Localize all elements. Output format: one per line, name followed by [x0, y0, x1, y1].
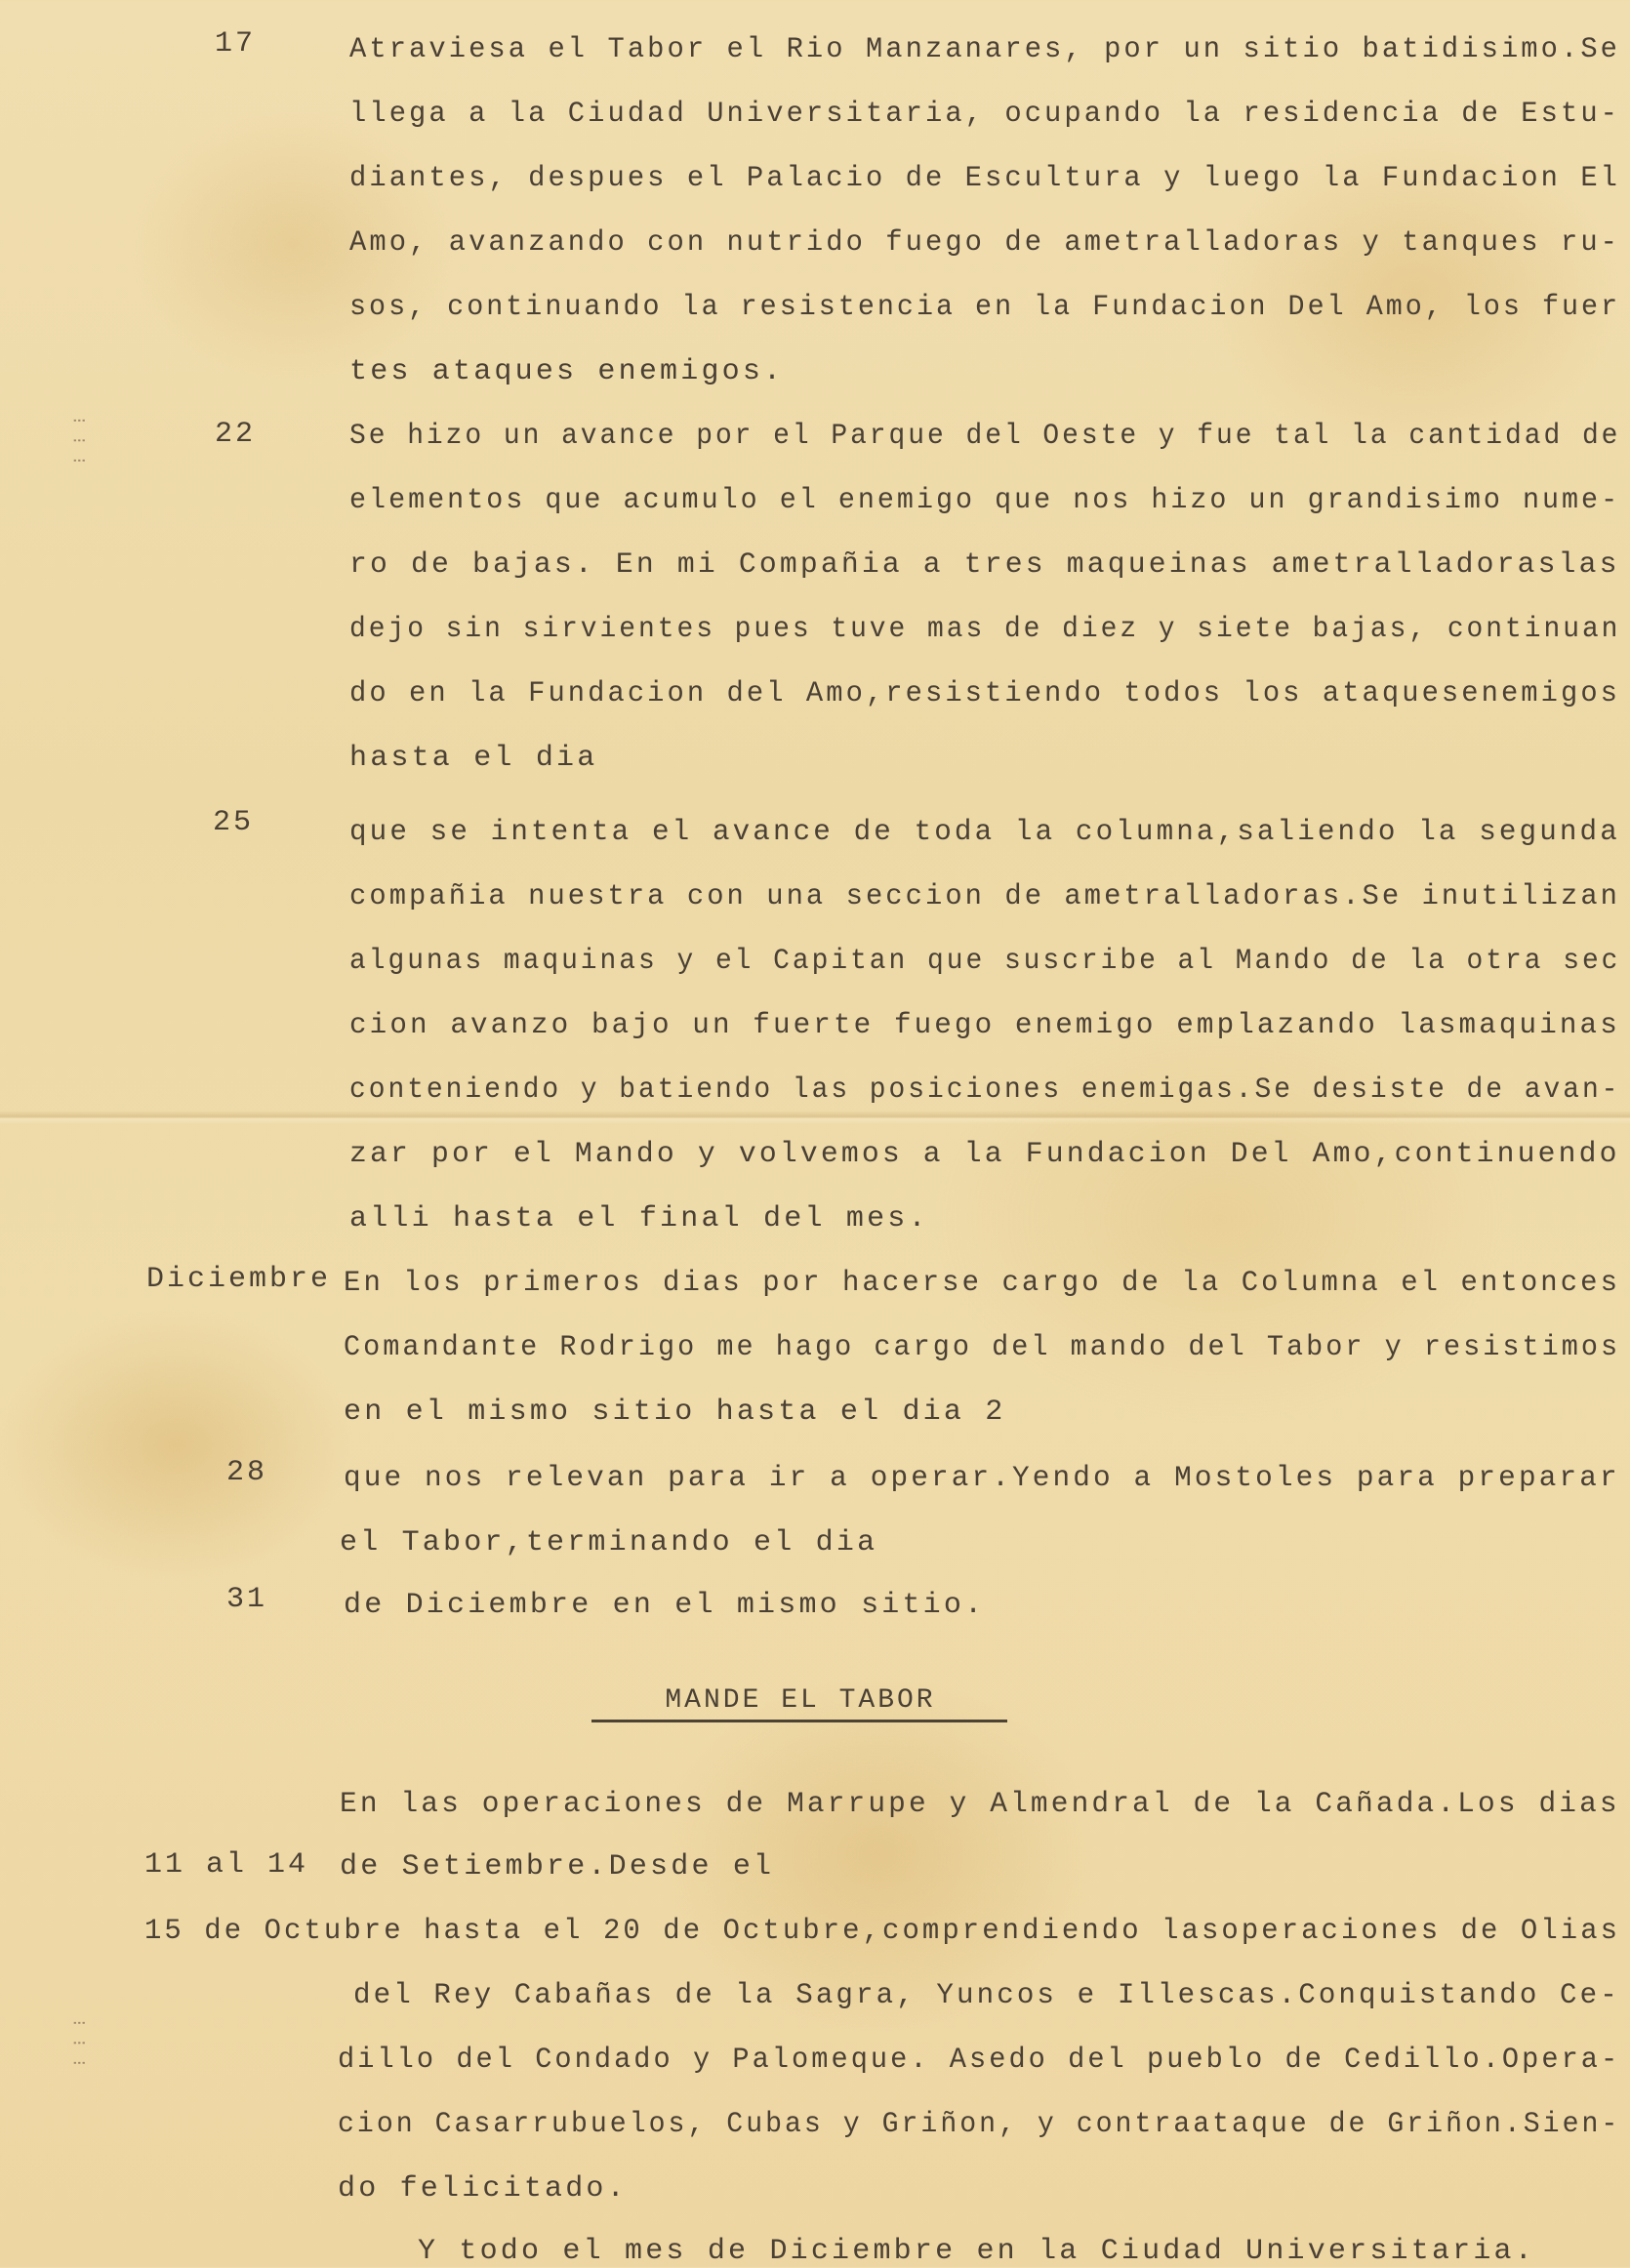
entry-line: tes ataques enemigos. — [349, 355, 785, 388]
entry-line: cion avanzo bajo un fuerte fuego enemigo emplazando lasmaquinas — [349, 1009, 1620, 1042]
margin-ink-mark: ⁝ ⁝ ⁝ — [67, 418, 87, 466]
heading-underline — [591, 1720, 1007, 1722]
entry-line: conteniendo y batiendo las posiciones enemigas.Se desiste de avan- — [349, 1073, 1621, 1107]
entry-line: elementos que acumulo el enemigo que nos hizo un grandisimo nume- — [349, 484, 1621, 517]
entry-line: hasta el dia — [349, 742, 598, 775]
entry-line: sos, continuando la resistencia en la Fundacion Del Amo, los fuer — [349, 291, 1621, 324]
entry-line: Se hizo un avance por el Parque del Oeste y fue tal la cantidad de — [349, 420, 1621, 453]
entry-line: que se intenta el avance de toda la columna,saliendo la segunda — [349, 816, 1620, 849]
entry-line: compañia nuestra con una seccion de ametralladoras.Se inutilizan — [349, 880, 1621, 913]
entry-line: do en la Fundacion del Amo,resistiendo todos los ataquesenemigos — [349, 677, 1621, 710]
summary-date: 11 al 14 — [144, 1848, 309, 1882]
entry-date: 17 — [215, 27, 257, 61]
summary-continuation: del Rey Cabañas de la Sagra, Yuncos e Illescas.Conquistando Ce- — [353, 1979, 1620, 2012]
entry-line: diantes, despues el Palacio de Esculturа y luego la Fundacion El — [349, 162, 1621, 195]
summary-line: 15 de Octubre hasta el 20 de Octubre,comprendiendo lasoperaciones de Olias — [144, 1915, 1621, 1948]
entry-line: en el mismo sitio hasta el dia 2 — [344, 1396, 1006, 1429]
entry-date: 28 — [226, 1456, 268, 1489]
entry-line: zar por el Mando y volvemos a la Fundacion Del Amo,continuendo — [349, 1138, 1620, 1171]
summary-intro: En las operaciones de Marrupe y Almendral de la Cañada.Los dias — [340, 1788, 1620, 1821]
entry-date: 22 — [215, 418, 257, 451]
summary-continuation: cion Casarrubuelos, Cubas y Griñon, y contraataque de Griñon.Sien- — [338, 2108, 1621, 2141]
entry-date: Diciembre — [146, 1263, 332, 1296]
entry-line: Atraviesa el Tabor el Rio Manzanares, por un sitio batidisimo.Se — [349, 33, 1621, 66]
entry-line: alli hasta el final del mes. — [349, 1202, 929, 1235]
summary-line: de Setiembre.Desde el — [340, 1850, 775, 1883]
entry-line: que nos relevan para ir a operar.Yendo a Mostoles para preparar — [344, 1462, 1620, 1495]
entry-line: dejo sin sirvientes pues tuve mas de diez y siete bajas, continuan — [349, 613, 1621, 646]
entry-line: llega a la Ciudad Universitaria, ocupando la residencia de Estu- — [349, 98, 1621, 131]
entry-line: el Tabor,terminando el dia — [340, 1526, 878, 1559]
entry-line: Comandante Rodrigo me hago cargo del mando del Tabor y resistimos — [344, 1331, 1621, 1364]
entry-line: ro de bajas. En mi Compañia a tres maqueinas ametralladoraslas — [349, 548, 1620, 582]
margin-ink-mark: ⁝ ⁝ ⁝ — [67, 2020, 87, 2068]
summary-continuation: do felicitado. — [338, 2172, 628, 2206]
entry-date: 31 — [226, 1583, 268, 1616]
entry-date: 25 — [213, 806, 255, 839]
entry-line: de Diciembre en el mismo sitio. — [344, 1589, 986, 1622]
entry-line: Amo, avanzando con nutrido fuego de ametralladoras y tanques ru- — [349, 226, 1621, 260]
entry-line: En los primeros dias por hacerse cargo de la Columna el entonces — [344, 1267, 1621, 1300]
summary-continuation: dillo del Condado y Palomeque. Asedo del pueblo de Cedillo.Opera- — [338, 2044, 1621, 2077]
summary-closing: Y todo el mes de Diciembre en la Ciudad Universitaria. — [418, 2235, 1535, 2268]
section-heading: MANDE EL TABOR — [665, 1685, 936, 1716]
entry-line: algunas maquinas y el Capitan que suscribe al Mando de la otra sec — [349, 945, 1621, 978]
